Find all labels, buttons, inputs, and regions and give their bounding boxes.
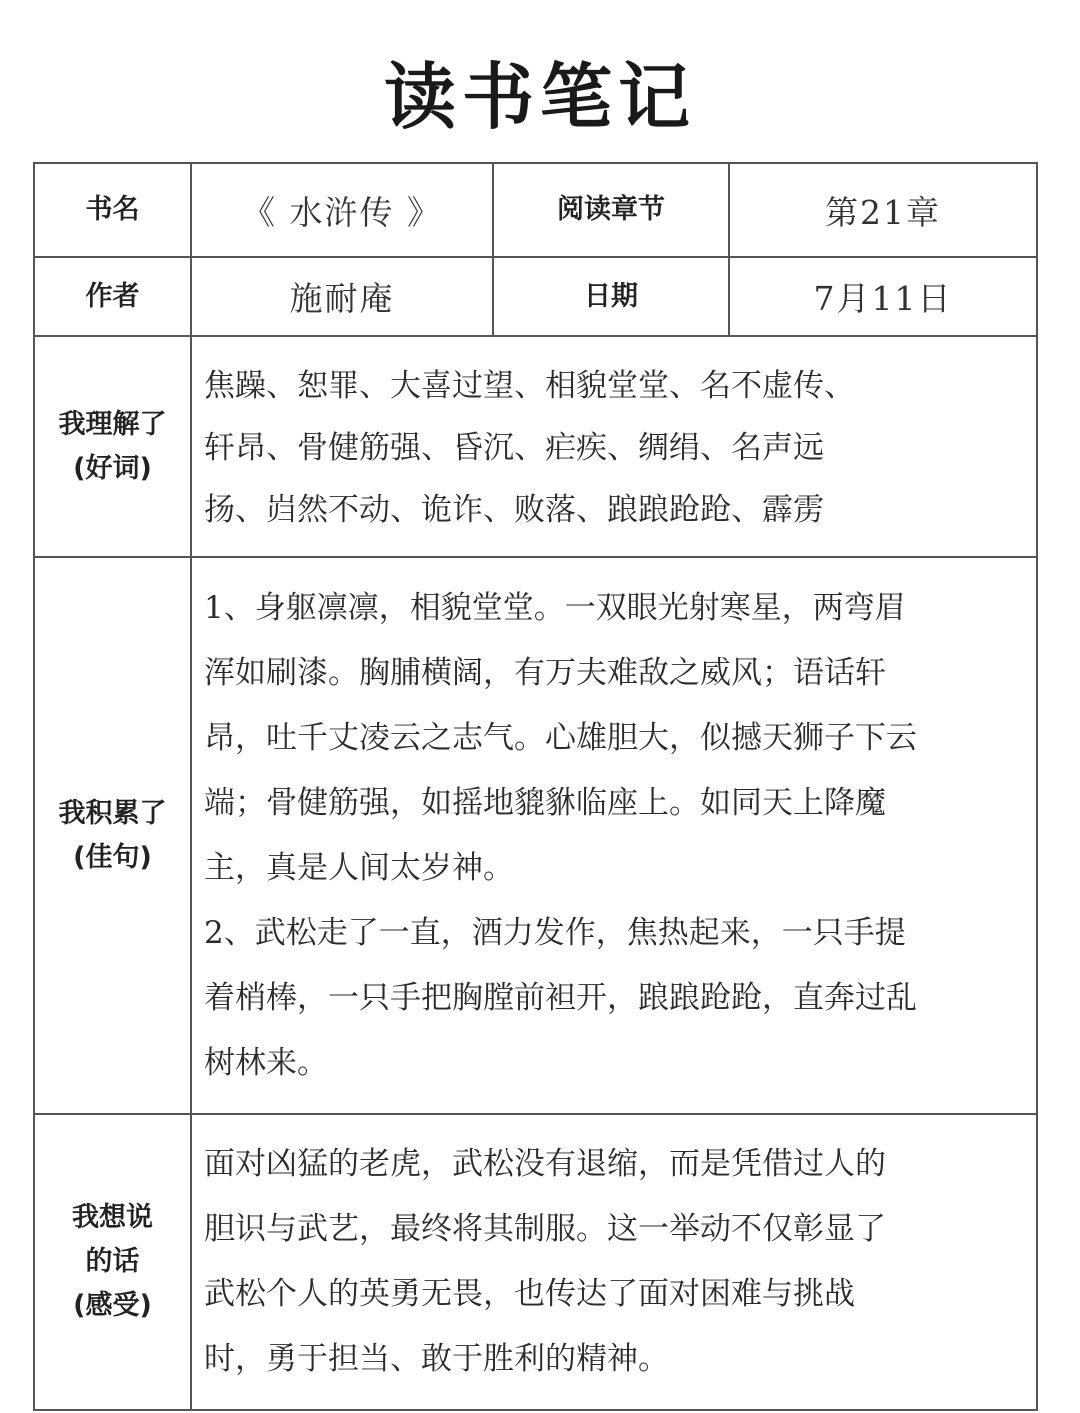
- page-title: 读书笔记: [383, 54, 696, 139]
- book-name-value: 《 水浒传 》: [191, 163, 493, 257]
- date-value: 7月11日: [729, 257, 1037, 336]
- feeling-line: 武松个人的英勇无畏，也传达了面对困难与挑战: [204, 1276, 855, 1312]
- sentence-line: 1、身躯凛凛，相貌堂堂。一双眼光射寒星，两弯眉: [204, 589, 906, 626]
- words-label-line: (好词): [73, 452, 152, 484]
- chapter-value: 第21章: [729, 163, 1037, 257]
- book-row: [34, 163, 1037, 257]
- author-row: [34, 257, 1037, 336]
- feeling-row: [34, 1114, 1037, 1410]
- feeling-label-line: (感受): [73, 1290, 152, 1321]
- feeling-line: 面对凶猛的老虎，武松没有退缩，而是凭借过人的: [204, 1146, 886, 1182]
- feeling-label-line: 的话: [85, 1246, 140, 1277]
- author-label: 作者: [34, 257, 191, 336]
- sentences-label-line: (佳句): [73, 841, 152, 873]
- sentence-line: 端；骨健筋强，如摇地貔貅临座上。如同天上降魔: [204, 784, 886, 821]
- reading-notes-table: [33, 162, 1038, 1411]
- sentence-line: 树林来。: [204, 1044, 328, 1081]
- feeling-label-line: 我想说: [72, 1202, 153, 1233]
- sentences-content: [191, 557, 1037, 1114]
- feeling-content: [191, 1114, 1037, 1410]
- words-row: [34, 336, 1037, 557]
- words-line: 焦躁、恕罪、大喜过望、相貌堂堂、名不虚传、: [204, 367, 855, 404]
- words-line: 轩昂、骨健筋强、昏沉、疟疾、绸绢、名声远: [204, 429, 824, 466]
- feeling-line: 胆识与武艺，最终将其制服。这一举动不仅彰显了: [204, 1211, 886, 1247]
- feeling-label: [34, 1114, 191, 1410]
- sentences-label-line: 我积累了: [58, 797, 167, 829]
- sentence-line: 2、武松走了一直，酒力发作，焦热起来，一只手提: [204, 914, 906, 951]
- words-content: [191, 336, 1037, 557]
- sentence-line: 着梢棒，一只手把胸膛前袒开，踉踉跄跄，直奔过乱: [204, 979, 917, 1016]
- author-value: 施耐庵: [191, 257, 493, 336]
- words-label-line: 我理解了: [58, 408, 167, 440]
- words-label: [34, 336, 191, 557]
- words-line: 扬、岿然不动、诡诈、败落、踉踉跄跄、霹雳: [204, 491, 824, 528]
- sentence-line: 主，真是人间太岁神。: [204, 849, 514, 886]
- sentences-row: [34, 557, 1037, 1114]
- sentence-line: 浑如刷漆。胸脯横阔，有万夫难敌之威风；语话轩: [204, 654, 886, 691]
- book-name-label: 书名: [34, 163, 191, 257]
- date-label: 日期: [493, 257, 729, 336]
- feeling-line: 时，勇于担当、敢于胜利的精神。: [204, 1341, 669, 1377]
- sentences-label: [34, 557, 191, 1114]
- chapter-label: 阅读章节: [493, 163, 729, 257]
- sentence-line: 昂，吐千丈凌云之志气。心雄胆大，似撼天狮子下云: [204, 719, 917, 756]
